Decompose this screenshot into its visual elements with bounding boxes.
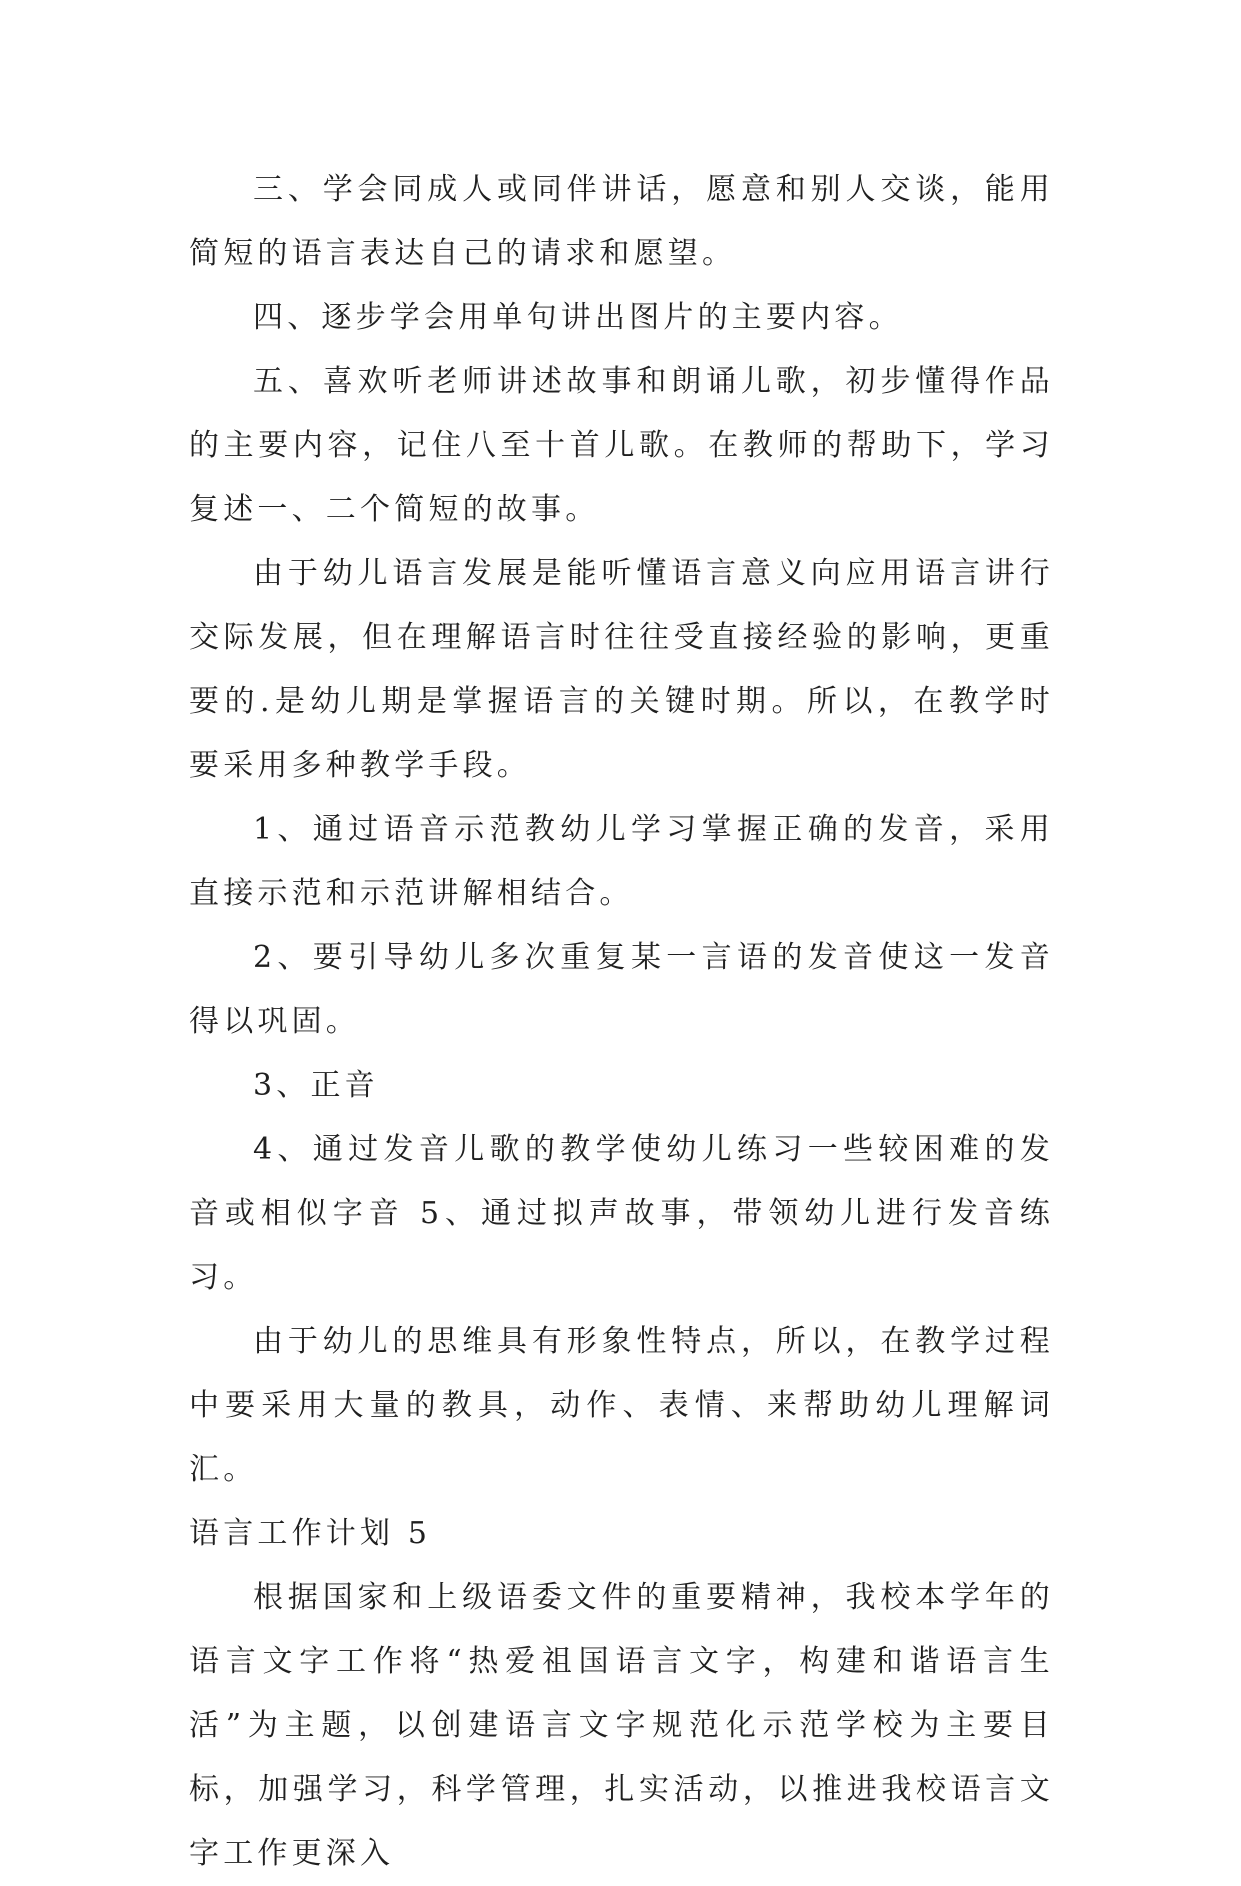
paragraph-language-development: 由于幼儿语言发展是能听懂语言意义向应用语言讲行交际发展，但在理解语言时往往受直接经验的影响，更重要的.是幼儿期是掌握语言的关键时期。所以，在教学时要采用多种教学手段。 bbox=[189, 556, 1054, 783]
paragraph-goal-5: 五、喜欢听老师讲述故事和朗诵儿歌，初步懂得作品的主要内容，记住八至十首儿歌。在教师的帮助下，学习复述一、二个简短的故事。 bbox=[189, 364, 1054, 527]
paragraph-method-1: 1、通过语音示范教幼儿学习掌握正确的发音，采用直接示范和示范讲解相结合。 bbox=[189, 812, 1054, 911]
paragraph-thinking-features: 由于幼儿的思维具有形象性特点，所以，在教学过程中要采用大量的教具，动作、表情、来帮助幼儿理解词汇。 bbox=[189, 1324, 1054, 1487]
paragraph-goal-3: 三、学会同成人或同伴讲话，愿意和别人交谈，能用简短的语言表达自己的请求和愿望。 bbox=[189, 172, 1054, 271]
paragraph-method-3: 3、正音 bbox=[253, 1068, 379, 1103]
paragraph-method-4-5: 4、通过发音儿歌的教学使幼儿练习一些较困难的发音或相似字音 5、通过拟声故事，带领幼儿进行发音练习。 bbox=[189, 1132, 1054, 1295]
document-body bbox=[189, 158, 1054, 1886]
section-heading: 语言工作计划 5 bbox=[189, 1516, 432, 1551]
paragraph-plan-5-intro: 根据国家和上级语委文件的重要精神，我校本学年的语言文字工作将“热爱祖国语言文字，构建和谐语言生活”为主题，以创建语言文字规范化示范学校为主要目标，加强学习，科学管理，扎实活动，以推进我校语言文字工作更深入 bbox=[189, 1580, 1054, 1871]
paragraph-method-2: 2、要引导幼儿多次重复某一言语的发音使这一发音得以巩固。 bbox=[189, 940, 1054, 1039]
paragraph-goal-4: 四、逐步学会用单句讲出图片的主要内容。 bbox=[253, 300, 903, 335]
